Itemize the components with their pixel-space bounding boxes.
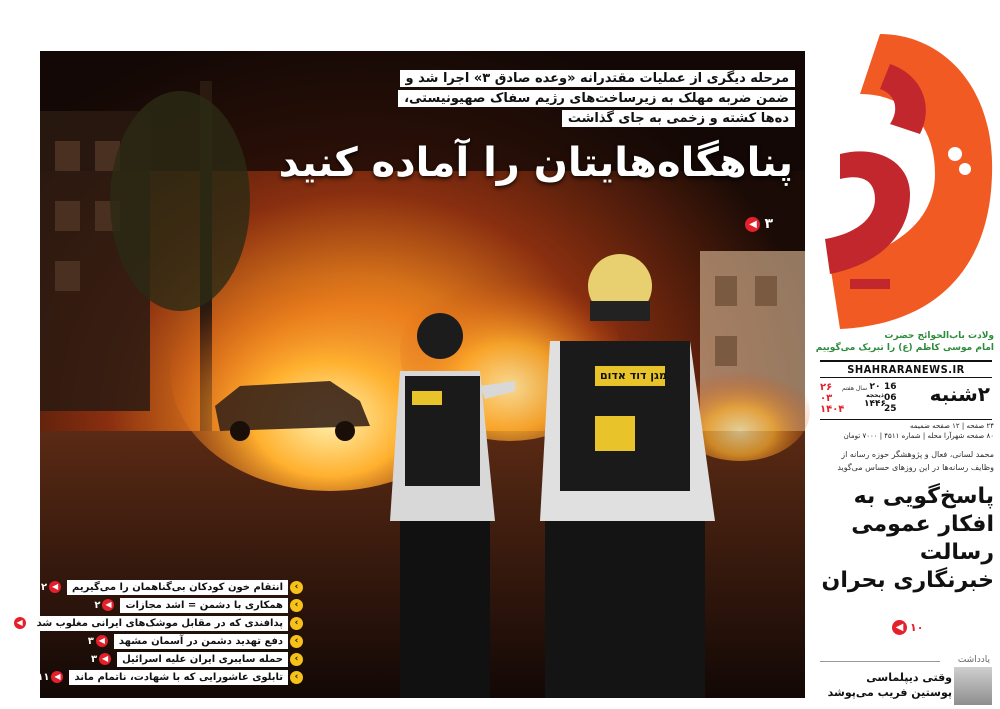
tagline: ولادت باب‌الحوائج حضرت امام موسی کاظم (ع) را تبریک می‌گوییم (815, 331, 994, 353)
list-item[interactable]: › پدافندی که در مقابل موشک‌های ایرانی مغلوب شد ◀ ۲ (58, 614, 303, 632)
cover-photo (5, 51, 805, 698)
chevron-icon: › (290, 635, 303, 648)
arrow-left-icon: ◀ (51, 671, 63, 683)
sidebar-page-ref[interactable]: ◀ ۱۰ (892, 620, 923, 635)
arrow-left-icon: ◀ (745, 217, 760, 232)
arrow-left-icon: ◀ (102, 599, 114, 611)
list-item[interactable]: › تابلوی عاشورایی که با شهادت، ناتمام ماند ◀ ۱۱ (58, 668, 303, 686)
arrow-left-icon: ◀ (96, 635, 108, 647)
chevron-icon: › (290, 581, 303, 594)
page-count: ۲۴ صفحه | ۱۲ صفحه ضمیمه (910, 422, 994, 430)
logo-wordmark-icon (820, 34, 995, 329)
vest-text: מגן דוד אדום (600, 369, 667, 382)
list-item[interactable]: › همکاری با دشمن = اشد مجازات ◀ ۲ (58, 596, 303, 614)
website-link[interactable]: SHAHRARANEWS.IR (820, 360, 992, 378)
arrow-left-icon: ◀ (99, 653, 111, 665)
main-page-number: ۳ (764, 216, 773, 232)
note-label: یادداشت (957, 655, 990, 665)
chevron-icon: › (290, 671, 303, 684)
list-item[interactable]: › انتقام خون کودکان بی‌گناهمان را می‌گیریم ◀ ۲ (58, 578, 303, 596)
sidebar-headline[interactable]: پاسخ‌گویی به افکار عمومی رسالت خبرنگاری بحران (821, 484, 994, 593)
author-avatar (954, 667, 992, 705)
list-item[interactable]: › دفع تهدید دشمن در آسمان مشهد ◀ ۳ (58, 632, 303, 650)
issue-info: ۸۰ صفحه شهرآرا محله | شماره ۴۵۱۱ | ۷۰۰۰ تومان (843, 432, 994, 440)
hijri-date: ۲۰ ذیحجه ۱۴۴۶ (864, 382, 886, 409)
date-block (820, 380, 992, 420)
gregorian-date: 16 06 25 (884, 382, 897, 414)
main-headline: پناهگاه‌هایتان را آماده کنید (278, 140, 793, 186)
list-item[interactable]: › حمله سایبری ایران علیه اسرائیل ◀ ۳ (58, 650, 303, 668)
weekday: ۲شنبه (929, 382, 990, 406)
headline-list (5, 578, 303, 686)
note-title[interactable]: وقتی دیپلماسی پوستین فریب می‌پوشد (827, 671, 952, 699)
chevron-icon: › (290, 599, 303, 612)
divider (820, 661, 940, 662)
solar-date: ۲۶ ۰۳ ۱۴۰۴ (820, 382, 845, 415)
arrow-left-icon: ◀ (49, 581, 61, 593)
newspaper-logo (820, 34, 995, 329)
volume-label: سال هفتم (842, 385, 868, 392)
arrow-left-icon: ◀ (892, 620, 907, 635)
author-note: محمد لسانی، فعال و پژوهشگر حوزه رسانه از وظایف رسانه‌ها در این روزهای حساس می‌گوید (837, 450, 994, 472)
sub-headline: مرحله دیگری از عملیات مقتدرانه «وعده صادق ۳» اجرا شد و ضمن ضربه مهلک به زیرساخت‌های رژیم سفاک صهیونیستی، ده‌ها کشته و زخمی به جای گذاشت (390, 69, 795, 129)
chevron-icon: › (290, 653, 303, 666)
main-page-ref[interactable] (745, 216, 773, 232)
arrow-left-icon: ◀ (14, 617, 26, 629)
masthead-sidebar (812, 0, 1000, 709)
chevron-icon: › (290, 617, 303, 630)
